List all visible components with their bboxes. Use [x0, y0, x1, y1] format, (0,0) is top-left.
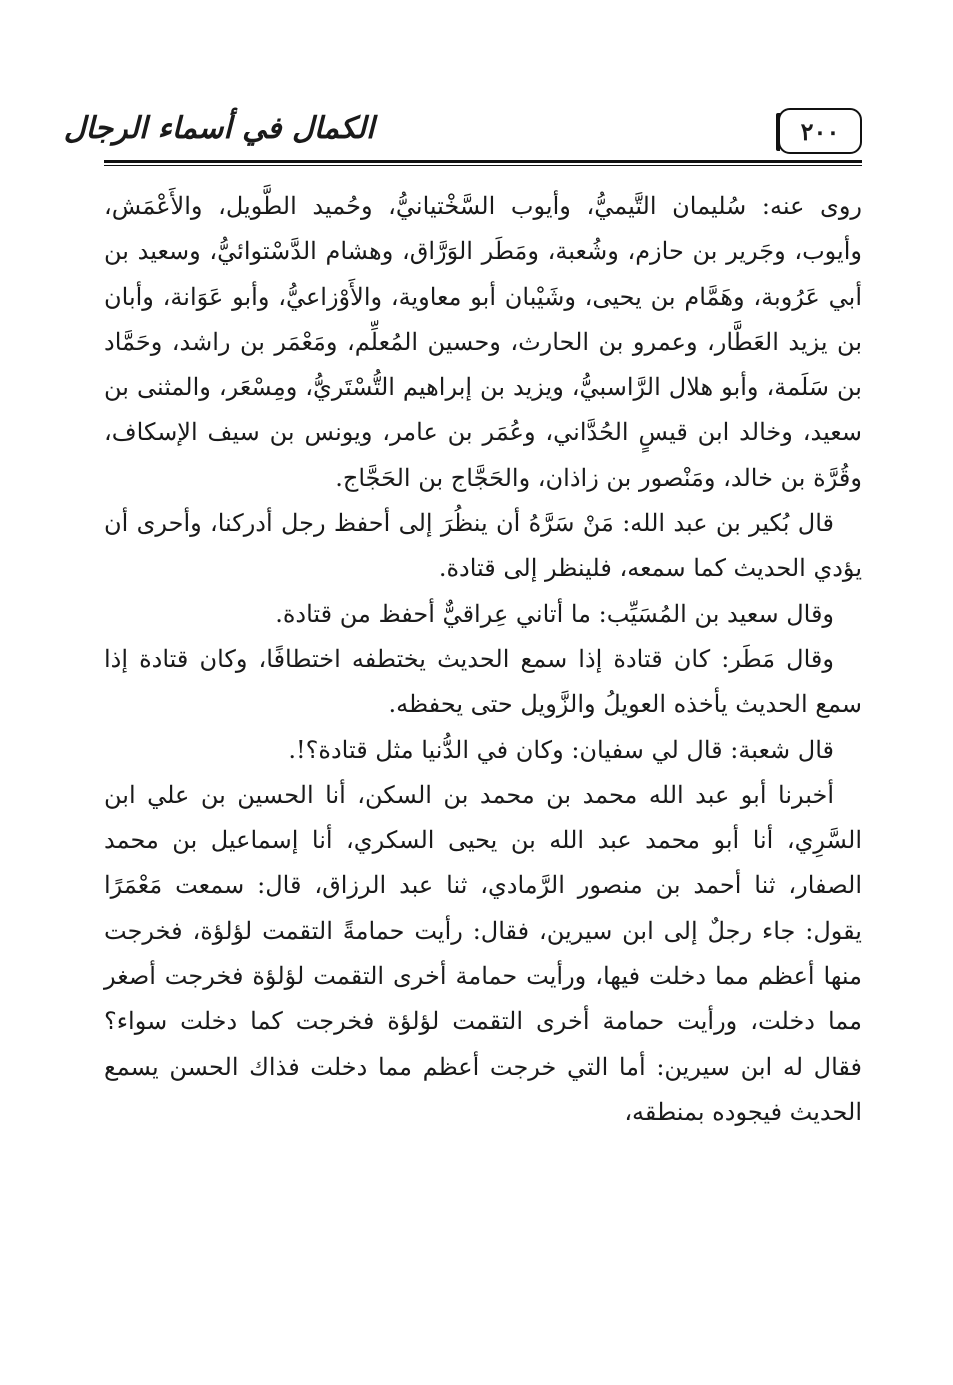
paragraph-matar: وقال مَطَر: كان قتادة إذا سمع الحديث يختطفه اختطافًا، وكان قتادة إذا سمع الحديث يأخذه العويلُ والزَّويل حتى يحفظه.	[104, 644, 862, 719]
paragraph-narrators: روى عنه: سُليمان التَّيميُّ، وأيوب السَّخْتيانيُّ، وحُميد الطَّويل، والأَعْمَش، وأيوب، وجَرير بن حازم، وشُعبة، ومَطَر الوَرَّاق، وهشام الدَّسْتوائيُّ، وسعيد بن أبي عَرُوبة، وهَمَّام بن يحيى، وشَيْبان أبو معاوية، والأَوْزاعيُّ، وأبو عَوَانة، وأبان بن يزيد العَطَّار، وعمرو بن الحارث، وحسين المُعلِّم، ومَعْمَر بن راشد، وحَمَّاد بن سَلَمة، وأبو هلال الرَّاسبيُّ، ويزيد بن إبراهيم التُّسْتَريُّ، ومِسْعَر، والمثنى بن سعيد، وخالد ابن قيسٍ الحُدَّاني، وعُمَر بن عامر، ويونس بن سيف الإسكاف، وقُرَّة بن خالد، ومَنْصور بن زاذان، والحَجَّاج بن الحَجَّاج.	[104, 192, 862, 492]
page-header	[63, 98, 862, 164]
paragraph-isnad: أخبرنا أبو عبد الله محمد بن محمد بن السكن، أنا الحسين بن علي ابن السَّرِي، أنا أبو محمد عبد الله بن يحيى السكري، أنا إسماعيل بن محمد الصفار، ثنا أحمد بن منصور الرَّمادي، ثنا عبد الرزاق، قال: سمعت مَعْمَرًا يقول: جاء رجلٌ إلى ابن سيرين، فقال: رأيت حمامةً التقمت لؤلؤة، فخرجت منها أعظم مما دخلت فيها، ورأيت حمامة أخرى التقمت لؤلؤة فخرجت أصغر مما دخلت، ورأيت حمامة أخرى التقمت لؤلؤة فخرجت كما دخلت سواء؟ فقال له ابن سيرين: أما التي خرجت أعظم مما دخلت فذاك الحسن يسمع الحديث فيجوده بمنطقه،	[104, 780, 862, 1126]
header-rule	[104, 160, 862, 163]
book-title: الكمال في أسماء الرجال	[63, 110, 375, 146]
paragraph-bukayr: قال بُكير بن عبد الله: مَنْ سَرَّهُ أن ينظُرَ إلى أحفظ رجل أدركنا، وأحرى أن يؤدي الحديث كما سمعه، فلينظر إلى قتادة.	[104, 509, 862, 583]
page-number-box	[778, 108, 862, 154]
page-number: ٢٠٠	[800, 116, 840, 146]
page-body	[104, 184, 862, 1135]
paragraph-said: وقال سعيد بن المُسَيِّب: ما أتاني عِراقيٌّ أحفظ من قتادة.	[275, 599, 834, 628]
paragraph-shuba: قال شعبة: قال لي سفيان: وكان في الدُّنيا مثل قتادة؟!.	[288, 735, 834, 764]
